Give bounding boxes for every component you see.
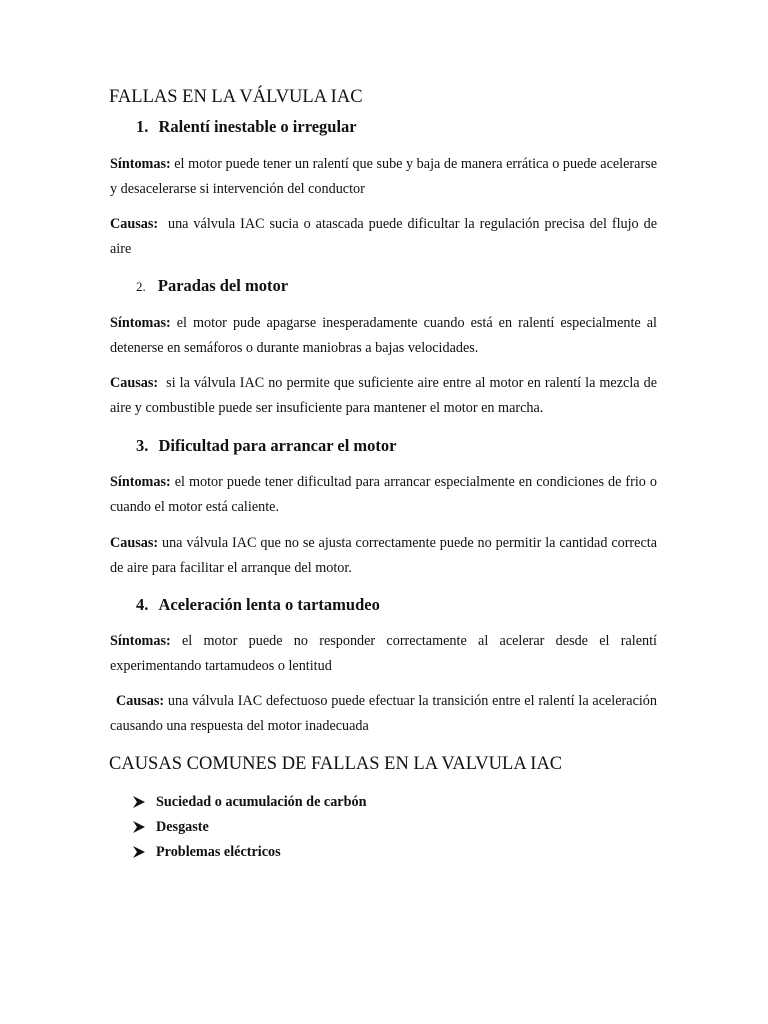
section-number: 3. — [136, 436, 149, 455]
bullet-text: Problemas eléctricos — [156, 844, 281, 860]
causas-paragraph-4 — [110, 689, 657, 739]
sintomas-text: el motor pude apagarse inesperadamente cuando está en ralentí especialmente al detenerse en semáforos o durante maniobras a bajas velocidades. — [110, 315, 657, 356]
causas-text: una válvula IAC defectuoso puede efectuar la transición entre el ralentí la aceleración causando una respuesta del motor inadecuada — [110, 693, 657, 734]
section-title: Aceleración lenta o tartamudeo — [158, 595, 380, 614]
section-heading-3 — [136, 436, 396, 456]
causas-text: una válvula IAC que no se ajusta correctamente puede no permitir la cantidad correcta de aire para facilitar el arranque del motor. — [110, 535, 657, 576]
section-title: Dificultad para arrancar el motor — [158, 436, 397, 455]
section-title: Ralentí inestable o irregular — [158, 117, 357, 136]
causas-label: Causas: — [110, 216, 159, 232]
document-title: FALLAS EN LA VÁLVULA IAC — [109, 87, 363, 107]
causas-text: una válvula IAC sucia o atascada puede dificultar la regulación precisa del flujo de aire — [110, 216, 661, 257]
sintomas-paragraph-1 — [110, 152, 657, 202]
section-subtitle: CAUSAS COMUNES DE FALLAS EN LA VALVULA IAC — [109, 754, 563, 774]
causas-text: si la válvula IAC no permite que suficiente aire entre al motor en ralentí la mezcla de aire y combustible puede ser insuficiente para mantener el motor en marcha. — [110, 375, 661, 416]
section-number: 4. — [136, 595, 149, 614]
causas-label: Causas: — [110, 535, 159, 551]
section-number: 1. — [136, 117, 149, 136]
sintomas-text: el motor puede tener dificultad para arrancar especialmente en condiciones de frio o cuando el motor está caliente. — [110, 474, 657, 515]
section-heading-4 — [136, 595, 380, 615]
sintomas-paragraph-2 — [110, 311, 657, 361]
causas-paragraph-1 — [110, 212, 661, 262]
causas-paragraph-3 — [110, 531, 657, 581]
section-heading-1 — [136, 117, 357, 137]
sintomas-text: el motor puede no responder correctamente al acelerar desde el ralentí experimentando tartamudeos o lentitud — [110, 633, 657, 674]
arrowhead-bullet-icon — [132, 821, 146, 833]
causas-label: Causas: — [110, 375, 159, 391]
section-title: Paradas del motor — [157, 276, 289, 295]
section-number: 2. — [136, 279, 146, 294]
sintomas-label: Síntomas: — [110, 474, 171, 490]
sintomas-paragraph-4 — [110, 629, 657, 679]
arrowhead-bullet-icon — [132, 846, 146, 858]
sintomas-label: Síntomas: — [110, 315, 171, 331]
sintomas-label: Síntomas: — [110, 633, 171, 649]
section-heading-2 — [136, 276, 288, 297]
arrowhead-bullet-icon — [132, 796, 146, 808]
sintomas-paragraph-3 — [110, 470, 657, 520]
bullet-text: Desgaste — [156, 819, 209, 835]
bullet-text: Suciedad o acumulación de carbón — [156, 794, 367, 810]
causas-paragraph-2 — [110, 371, 661, 421]
causas-label: Causas: — [116, 693, 165, 709]
sintomas-text: el motor puede tener un ralentí que sube y baja de manera errática o puede acelerarse y desacelerarse si intervención del conductor — [110, 156, 657, 197]
sintomas-label: Síntomas: — [110, 156, 171, 172]
